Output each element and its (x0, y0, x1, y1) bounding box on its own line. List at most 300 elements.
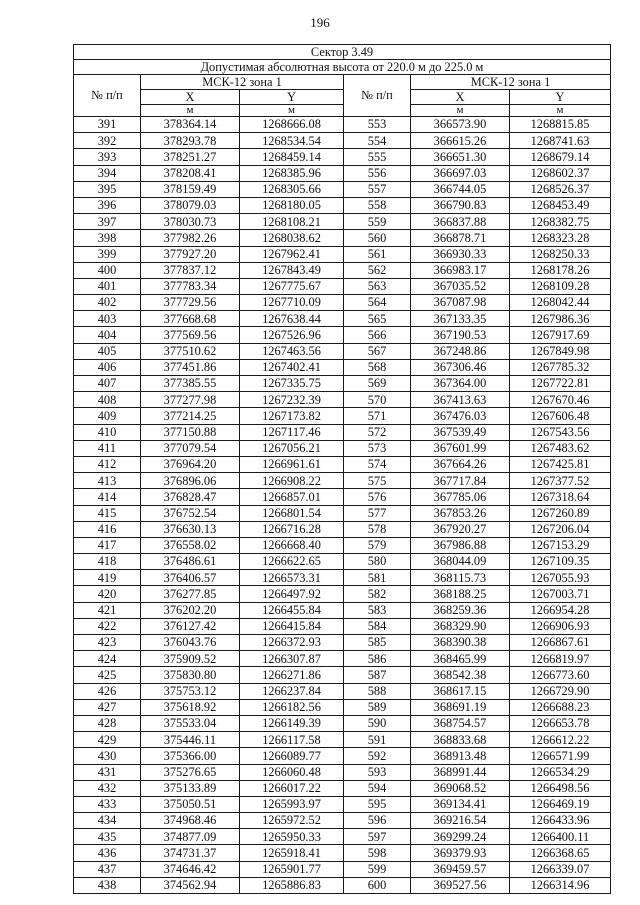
y-coordinate-left: 1267638.44 (240, 311, 344, 327)
point-number-right: 582 (344, 586, 411, 602)
table-row (74, 505, 611, 521)
x-coordinate-left: 376630.13 (141, 521, 240, 537)
point-number-left: 414 (74, 489, 141, 505)
x-coordinate-left: 378159.49 (141, 181, 240, 197)
table-row (74, 780, 611, 796)
y-coordinate-left: 1266060.48 (240, 764, 344, 780)
table-row (74, 667, 611, 683)
point-number-left: 402 (74, 295, 141, 311)
table-row (74, 327, 611, 343)
point-number-left: 426 (74, 683, 141, 699)
y-coordinate-right: 1267318.64 (510, 489, 611, 505)
y-coordinate-left: 1267173.82 (240, 408, 344, 424)
x-coordinate-left: 378079.03 (141, 197, 240, 213)
point-number-right: 573 (344, 440, 411, 456)
y-coordinate-right: 1266612.22 (510, 732, 611, 748)
num-header-right: № п/п (344, 75, 411, 117)
y-coordinate-right: 1267260.89 (510, 505, 611, 521)
y-coordinate-left: 1266372.93 (240, 635, 344, 651)
table-row (74, 537, 611, 553)
sector-title: Сектор 3.49 (74, 45, 611, 60)
y-coordinate-right: 1267917.69 (510, 327, 611, 343)
point-number-left: 391 (74, 117, 141, 133)
point-number-right: 558 (344, 197, 411, 213)
x-coordinate-left: 376127.42 (141, 618, 240, 634)
point-number-left: 415 (74, 505, 141, 521)
x-coordinate-left: 378251.27 (141, 149, 240, 165)
x-coordinate-right: 366744.05 (411, 181, 510, 197)
x-coordinate-left: 377079.54 (141, 440, 240, 456)
y-coordinate-left: 1265886.83 (240, 877, 344, 893)
x-coordinate-right: 368833.68 (411, 732, 510, 748)
y-coordinate-left: 1265918.41 (240, 845, 344, 861)
y-coordinate-right: 1267055.93 (510, 570, 611, 586)
x-coordinate-left: 374968.46 (141, 813, 240, 829)
x-unit-right: м (411, 105, 510, 117)
x-coordinate-right: 367364.00 (411, 376, 510, 392)
y-coordinate-right: 1266819.97 (510, 651, 611, 667)
y-coordinate-right: 1268679.14 (510, 149, 611, 165)
y-coordinate-right: 1267483.62 (510, 440, 611, 456)
y-coordinate-right: 1267670.46 (510, 392, 611, 408)
x-coordinate-right: 366615.26 (411, 133, 510, 149)
y-coordinate-left: 1266415.84 (240, 618, 344, 634)
y-coordinate-left: 1266622.65 (240, 554, 344, 570)
x-coordinate-left: 376043.76 (141, 635, 240, 651)
y-coordinate-right: 1266498.56 (510, 780, 611, 796)
y-coordinate-right: 1267986.36 (510, 311, 611, 327)
x-coordinate-left: 375753.12 (141, 683, 240, 699)
point-number-left: 400 (74, 262, 141, 278)
table-row (74, 408, 611, 424)
x-coordinate-right: 368188.25 (411, 586, 510, 602)
table-row (74, 278, 611, 294)
table-row (74, 861, 611, 877)
x-coordinate-right: 366651.30 (411, 149, 510, 165)
point-number-left: 410 (74, 424, 141, 440)
height-limit: Допустимая абсолютная высота от 220.0 м до 225.0 м (74, 60, 611, 75)
y-coordinate-right: 1266314.96 (510, 877, 611, 893)
table-row (74, 635, 611, 651)
table-row (74, 521, 611, 537)
x-coordinate-left: 376406.57 (141, 570, 240, 586)
x-coordinate-right: 368617.15 (411, 683, 510, 699)
coordinates-table (73, 44, 611, 894)
y-coordinate-right: 1266867.61 (510, 635, 611, 651)
x-coordinate-left: 376896.06 (141, 473, 240, 489)
table-row (74, 618, 611, 634)
x-coordinate-right: 366878.71 (411, 230, 510, 246)
x-coordinate-left: 375830.80 (141, 667, 240, 683)
point-number-left: 433 (74, 796, 141, 812)
x-coordinate-left: 375050.51 (141, 796, 240, 812)
y-coordinate-left: 1267962.41 (240, 246, 344, 262)
x-coordinate-right: 367190.53 (411, 327, 510, 343)
point-number-left: 436 (74, 845, 141, 861)
point-number-left: 394 (74, 165, 141, 181)
point-number-right: 566 (344, 327, 411, 343)
y-coordinate-left: 1265972.52 (240, 813, 344, 829)
table-row (74, 748, 611, 764)
y-coordinate-left: 1268108.21 (240, 214, 344, 230)
y-coordinate-left: 1267710.09 (240, 295, 344, 311)
point-number-left: 418 (74, 554, 141, 570)
x-coordinate-right: 369379.93 (411, 845, 510, 861)
x-coordinate-right: 367920.27 (411, 521, 510, 537)
x-coordinate-right: 367413.63 (411, 392, 510, 408)
table-row (74, 149, 611, 165)
x-coordinate-left: 374646.42 (141, 861, 240, 877)
table-row (74, 764, 611, 780)
table-row (74, 359, 611, 375)
point-number-right: 577 (344, 505, 411, 521)
y-header-left: Y (240, 90, 344, 105)
y-coordinate-left: 1266117.58 (240, 732, 344, 748)
table-row (74, 699, 611, 715)
table-row (74, 489, 611, 505)
x-coordinate-left: 375366.00 (141, 748, 240, 764)
y-coordinate-right: 1266534.29 (510, 764, 611, 780)
point-number-right: 557 (344, 181, 411, 197)
point-number-left: 407 (74, 376, 141, 392)
point-number-right: 597 (344, 829, 411, 845)
y-coordinate-right: 1268526.37 (510, 181, 611, 197)
table-row (74, 262, 611, 278)
x-coordinate-left: 375909.52 (141, 651, 240, 667)
y-coordinate-left: 1266668.40 (240, 537, 344, 553)
point-number-right: 567 (344, 343, 411, 359)
y-coordinate-left: 1265993.97 (240, 796, 344, 812)
x-coordinate-left: 375618.92 (141, 699, 240, 715)
point-number-right: 591 (344, 732, 411, 748)
point-number-right: 576 (344, 489, 411, 505)
point-number-right: 589 (344, 699, 411, 715)
y-coordinate-left: 1266961.61 (240, 456, 344, 472)
point-number-right: 562 (344, 262, 411, 278)
y-coordinate-left: 1267463.56 (240, 343, 344, 359)
y-coordinate-right: 1268602.37 (510, 165, 611, 181)
point-number-left: 403 (74, 311, 141, 327)
point-number-left: 429 (74, 732, 141, 748)
y-coordinate-left: 1266716.28 (240, 521, 344, 537)
y-coordinate-left: 1267526.96 (240, 327, 344, 343)
point-number-left: 416 (74, 521, 141, 537)
x-coordinate-left: 377385.55 (141, 376, 240, 392)
x-coordinate-left: 378293.78 (141, 133, 240, 149)
x-coordinate-right: 367785.06 (411, 489, 510, 505)
y-coordinate-left: 1266908.22 (240, 473, 344, 489)
point-number-right: 595 (344, 796, 411, 812)
table-row (74, 117, 611, 133)
x-coordinate-right: 369459.57 (411, 861, 510, 877)
y-coordinate-right: 1267849.98 (510, 343, 611, 359)
y-coordinate-right: 1266469.19 (510, 796, 611, 812)
point-number-left: 405 (74, 343, 141, 359)
y-coordinate-left: 1266017.22 (240, 780, 344, 796)
table-row (74, 586, 611, 602)
x-coordinate-right: 366573.90 (411, 117, 510, 133)
x-coordinate-left: 377214.25 (141, 408, 240, 424)
point-number-right: 580 (344, 554, 411, 570)
num-header-left: № п/п (74, 75, 141, 117)
x-coordinate-left: 376486.61 (141, 554, 240, 570)
y-coordinate-right: 1267425.81 (510, 456, 611, 472)
y-coordinate-right: 1266339.07 (510, 861, 611, 877)
y-coordinate-right: 1268741.63 (510, 133, 611, 149)
point-number-right: 578 (344, 521, 411, 537)
point-number-right: 579 (344, 537, 411, 553)
x-coordinate-left: 378364.14 (141, 117, 240, 133)
table-row (74, 424, 611, 440)
y-coordinate-right: 1267109.35 (510, 554, 611, 570)
y-unit-right: м (510, 105, 611, 117)
point-number-left: 408 (74, 392, 141, 408)
point-number-right: 581 (344, 570, 411, 586)
x-coordinate-right: 366790.83 (411, 197, 510, 213)
x-coordinate-left: 375133.89 (141, 780, 240, 796)
point-number-left: 399 (74, 246, 141, 262)
y-coordinate-right: 1268178.26 (510, 262, 611, 278)
point-number-left: 435 (74, 829, 141, 845)
y-header-right: Y (510, 90, 611, 105)
x-coordinate-right: 367035.52 (411, 278, 510, 294)
y-coordinate-left: 1266497.92 (240, 586, 344, 602)
y-coordinate-right: 1266729.90 (510, 683, 611, 699)
x-coordinate-right: 366983.17 (411, 262, 510, 278)
table-row (74, 133, 611, 149)
table-row (74, 683, 611, 699)
y-coordinate-left: 1268038.62 (240, 230, 344, 246)
x-coordinate-right: 367133.35 (411, 311, 510, 327)
x-coordinate-left: 377277.98 (141, 392, 240, 408)
x-coordinate-left: 377783.34 (141, 278, 240, 294)
point-number-left: 412 (74, 456, 141, 472)
x-coordinate-right: 366837.88 (411, 214, 510, 230)
x-coordinate-right: 368691.19 (411, 699, 510, 715)
point-number-right: 574 (344, 456, 411, 472)
point-number-right: 584 (344, 618, 411, 634)
y-coordinate-left: 1267117.46 (240, 424, 344, 440)
y-coordinate-left: 1266089.77 (240, 748, 344, 764)
x-unit-left: м (141, 105, 240, 117)
y-coordinate-right: 1266571.99 (510, 748, 611, 764)
point-number-left: 428 (74, 715, 141, 731)
point-number-left: 437 (74, 861, 141, 877)
point-number-right: 554 (344, 133, 411, 149)
table-body (74, 117, 611, 894)
x-coordinate-left: 376202.20 (141, 602, 240, 618)
point-number-right: 570 (344, 392, 411, 408)
point-number-right: 568 (344, 359, 411, 375)
table-row (74, 165, 611, 181)
x-coordinate-left: 376752.54 (141, 505, 240, 521)
x-coordinate-right: 367248.86 (411, 343, 510, 359)
table-row (74, 877, 611, 893)
y-coordinate-left: 1266455.84 (240, 602, 344, 618)
x-coordinate-right: 369299.24 (411, 829, 510, 845)
table-row (74, 230, 611, 246)
table-row (74, 651, 611, 667)
y-coordinate-left: 1268534.54 (240, 133, 344, 149)
y-coordinate-left: 1267056.21 (240, 440, 344, 456)
y-coordinate-left: 1266801.54 (240, 505, 344, 521)
table-row (74, 554, 611, 570)
point-number-left: 419 (74, 570, 141, 586)
x-coordinate-right: 367664.26 (411, 456, 510, 472)
point-number-right: 587 (344, 667, 411, 683)
table-row (74, 570, 611, 586)
table-row (74, 392, 611, 408)
y-coordinate-left: 1268459.14 (240, 149, 344, 165)
point-number-right: 599 (344, 861, 411, 877)
x-coordinate-left: 376277.85 (141, 586, 240, 602)
table-row (74, 311, 611, 327)
point-number-right: 559 (344, 214, 411, 230)
point-number-right: 585 (344, 635, 411, 651)
y-coordinate-right: 1268382.75 (510, 214, 611, 230)
point-number-right: 592 (344, 748, 411, 764)
point-number-right: 571 (344, 408, 411, 424)
x-coordinate-right: 368329.90 (411, 618, 510, 634)
x-coordinate-left: 377668.68 (141, 311, 240, 327)
y-coordinate-left: 1268666.08 (240, 117, 344, 133)
page-number: 196 (310, 15, 330, 30)
y-coordinate-right: 1266653.78 (510, 715, 611, 731)
y-coordinate-right: 1267785.32 (510, 359, 611, 375)
x-coordinate-right: 367306.46 (411, 359, 510, 375)
point-number-left: 422 (74, 618, 141, 634)
x-coordinate-left: 375276.65 (141, 764, 240, 780)
table-row (74, 473, 611, 489)
y-coordinate-right: 1266688.23 (510, 699, 611, 715)
x-coordinate-right: 367986.88 (411, 537, 510, 553)
y-coordinate-right: 1266400.11 (510, 829, 611, 845)
point-number-right: 561 (344, 246, 411, 262)
x-coordinate-left: 375533.04 (141, 715, 240, 731)
point-number-left: 409 (74, 408, 141, 424)
table-row (74, 376, 611, 392)
point-number-left: 417 (74, 537, 141, 553)
y-coordinate-right: 1267153.29 (510, 537, 611, 553)
x-coordinate-left: 377927.20 (141, 246, 240, 262)
x-coordinate-left: 378208.41 (141, 165, 240, 181)
x-coordinate-right: 368465.99 (411, 651, 510, 667)
point-number-left: 393 (74, 149, 141, 165)
table-row (74, 456, 611, 472)
y-coordinate-left: 1268180.05 (240, 197, 344, 213)
point-number-right: 564 (344, 295, 411, 311)
x-coordinate-right: 369527.56 (411, 877, 510, 893)
point-number-right: 586 (344, 651, 411, 667)
point-number-right: 588 (344, 683, 411, 699)
y-coordinate-left: 1266237.84 (240, 683, 344, 699)
point-number-left: 404 (74, 327, 141, 343)
table-row (74, 796, 611, 812)
y-coordinate-left: 1267402.41 (240, 359, 344, 375)
point-number-left: 413 (74, 473, 141, 489)
x-coordinate-left: 375446.11 (141, 732, 240, 748)
y-coordinate-right: 1267377.52 (510, 473, 611, 489)
y-coordinate-left: 1265950.33 (240, 829, 344, 845)
y-coordinate-right: 1268815.85 (510, 117, 611, 133)
y-coordinate-right: 1266954.28 (510, 602, 611, 618)
point-number-left: 431 (74, 764, 141, 780)
system-header-left: МСК-12 зона 1 (141, 75, 344, 90)
x-coordinate-left: 377837.12 (141, 262, 240, 278)
y-coordinate-left: 1267232.39 (240, 392, 344, 408)
x-coordinate-right: 367539.49 (411, 424, 510, 440)
point-number-left: 396 (74, 197, 141, 213)
x-coordinate-right: 367601.99 (411, 440, 510, 456)
x-coordinate-right: 368390.38 (411, 635, 510, 651)
x-coordinate-left: 377982.26 (141, 230, 240, 246)
x-coordinate-right: 368259.36 (411, 602, 510, 618)
y-coordinate-right: 1267722.81 (510, 376, 611, 392)
x-coordinate-right: 369216.54 (411, 813, 510, 829)
x-header-left: X (141, 90, 240, 105)
y-coordinate-left: 1268305.66 (240, 181, 344, 197)
x-coordinate-right: 366930.33 (411, 246, 510, 262)
point-number-left: 421 (74, 602, 141, 618)
x-coordinate-left: 376828.47 (141, 489, 240, 505)
table-row (74, 602, 611, 618)
y-coordinate-right: 1267543.56 (510, 424, 611, 440)
point-number-right: 563 (344, 278, 411, 294)
x-coordinate-right: 368913.48 (411, 748, 510, 764)
point-number-left: 432 (74, 780, 141, 796)
table-row (74, 732, 611, 748)
table-row (74, 715, 611, 731)
y-coordinate-left: 1266573.31 (240, 570, 344, 586)
x-coordinate-right: 366697.03 (411, 165, 510, 181)
table-row (74, 343, 611, 359)
point-number-right: 556 (344, 165, 411, 181)
y-coordinate-left: 1267335.75 (240, 376, 344, 392)
table-row (74, 181, 611, 197)
point-number-left: 395 (74, 181, 141, 197)
table-row (74, 295, 611, 311)
x-coordinate-left: 374731.37 (141, 845, 240, 861)
x-coordinate-left: 374877.09 (141, 829, 240, 845)
x-coordinate-left: 377729.56 (141, 295, 240, 311)
y-unit-left: м (240, 105, 344, 117)
x-coordinate-right: 367853.26 (411, 505, 510, 521)
y-coordinate-right: 1266368.65 (510, 845, 611, 861)
point-number-right: 565 (344, 311, 411, 327)
point-number-right: 583 (344, 602, 411, 618)
x-coordinate-right: 368115.73 (411, 570, 510, 586)
x-coordinate-left: 377569.56 (141, 327, 240, 343)
point-number-left: 427 (74, 699, 141, 715)
x-coordinate-right: 367476.03 (411, 408, 510, 424)
point-number-left: 424 (74, 651, 141, 667)
point-number-right: 594 (344, 780, 411, 796)
y-coordinate-left: 1266857.01 (240, 489, 344, 505)
y-coordinate-right: 1268323.28 (510, 230, 611, 246)
y-coordinate-left: 1267775.67 (240, 278, 344, 294)
point-number-left: 392 (74, 133, 141, 149)
x-coordinate-right: 368754.57 (411, 715, 510, 731)
table-row (74, 246, 611, 262)
point-number-left: 411 (74, 440, 141, 456)
point-number-right: 596 (344, 813, 411, 829)
table-row (74, 440, 611, 456)
x-coordinate-left: 374562.94 (141, 877, 240, 893)
x-coordinate-right: 368044.09 (411, 554, 510, 570)
y-coordinate-right: 1267606.48 (510, 408, 611, 424)
x-coordinate-left: 376558.02 (141, 537, 240, 553)
point-number-left: 430 (74, 748, 141, 764)
